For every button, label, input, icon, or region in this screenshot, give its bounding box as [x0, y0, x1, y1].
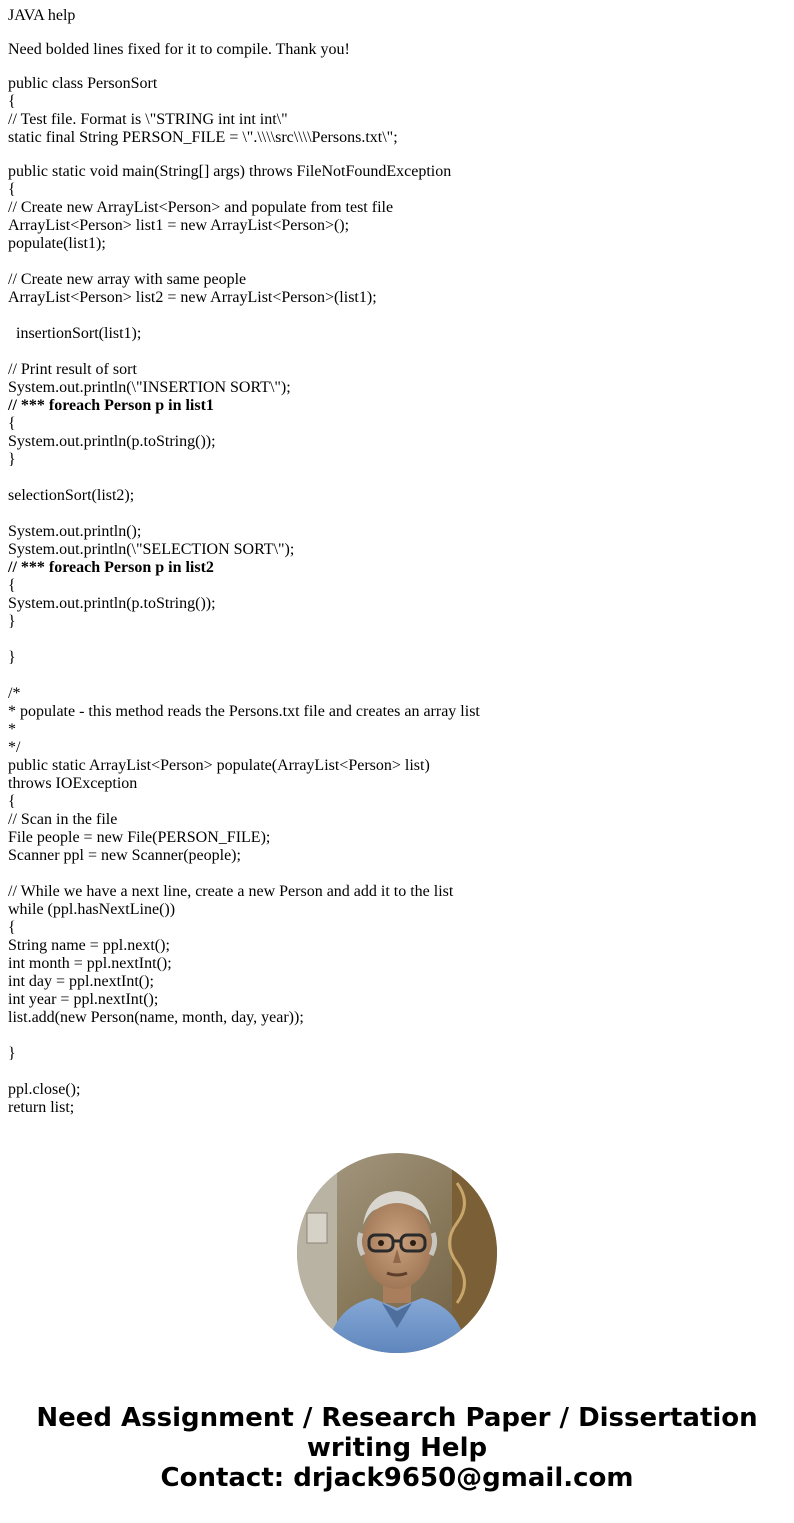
code-line: // Print result of sort: [8, 361, 137, 378]
code-line: ppl.close();: [8, 1081, 81, 1098]
code-line: public static void main(String[] args) throws FileNotFoundException: [8, 163, 452, 180]
code-line: System.out.println(\"INSERTION SORT\");: [8, 379, 291, 396]
code-line: {: [8, 793, 16, 810]
code-line: {: [8, 577, 16, 594]
code-line: System.out.println(p.toString());: [8, 595, 216, 612]
code-line: System.out.println(\"SELECTION SORT\");: [8, 541, 295, 558]
avatar: [297, 1153, 497, 1353]
code-line: list.add(new Person(name, month, day, year));: [8, 1009, 304, 1026]
code-line: while (ppl.hasNextLine()): [8, 901, 176, 918]
avatar-portrait-icon: [297, 1153, 497, 1353]
code-line: }: [8, 1045, 16, 1062]
code-line: ArrayList<Person> list1 = new ArrayList<Person>();: [8, 217, 350, 234]
code-line: }: [8, 613, 16, 630]
code-line: // While we have a next line, create a new Person and add it to the list: [8, 883, 454, 900]
code-line: /*: [8, 685, 21, 702]
code-line: File people = new File(PERSON_FILE);: [8, 829, 271, 846]
code-line: }: [8, 649, 16, 666]
code-line: {: [8, 415, 16, 432]
code-line: Scanner ppl = new Scanner(people);: [8, 847, 241, 864]
code-line: {: [8, 93, 16, 110]
code-line: insertionSort(list1);: [16, 325, 142, 342]
code-line: static final String PERSON_FILE = \".\\\\src\\\\Persons.txt\";: [8, 129, 398, 146]
code-line: {: [8, 181, 16, 198]
code-line: public class PersonSort: [8, 75, 158, 92]
code-line: int year = ppl.nextInt();: [8, 991, 159, 1008]
code-line: // Scan in the file: [8, 811, 118, 828]
code-line: public static ArrayList<Person> populate(ArrayList<Person> list): [8, 757, 430, 774]
code-block: [8, 75, 788, 1117]
code-line: populate(list1);: [8, 235, 106, 252]
code-line: */: [8, 739, 21, 756]
footer-line-1: Need Assignment / Research Paper / Dissertation: [36, 1403, 758, 1433]
code-line: * populate - this method reads the Persons.txt file and creates an array list: [8, 703, 480, 720]
code-line: return list;: [8, 1099, 75, 1116]
post-title: JAVA help: [8, 7, 76, 24]
post-request: Need bolded lines fixed for it to compile. Thank you!: [8, 41, 350, 58]
code-line: *: [8, 721, 16, 738]
bolded-code-line: // *** foreach Person p in list2: [8, 559, 214, 576]
code-line: String name = ppl.next();: [8, 937, 170, 954]
code-line: }: [8, 451, 16, 468]
code-line: {: [8, 919, 16, 936]
footer-contact-banner: [0, 1403, 794, 1493]
code-line: int day = ppl.nextInt();: [8, 973, 154, 990]
code-line: throws IOException: [8, 775, 138, 792]
code-line: // Create new array with same people: [8, 271, 247, 288]
code-line: ArrayList<Person> list2 = new ArrayList<Person>(list1);: [8, 289, 377, 306]
bolded-code-line: // *** foreach Person p in list1: [8, 397, 214, 414]
code-line: int month = ppl.nextInt();: [8, 955, 172, 972]
footer-line-2: writing Help: [306, 1433, 488, 1463]
footer-contact-line: Contact: drjack9650@gmail.com: [160, 1463, 634, 1493]
code-line: // Test file. Format is \"STRING int int int\": [8, 111, 288, 128]
code-line: // Create new ArrayList<Person> and populate from test file: [8, 199, 394, 216]
code-line: System.out.println();: [8, 523, 142, 540]
code-line: System.out.println(p.toString());: [8, 433, 216, 450]
post-content: [8, 7, 788, 1117]
code-line: selectionSort(list2);: [8, 487, 135, 504]
